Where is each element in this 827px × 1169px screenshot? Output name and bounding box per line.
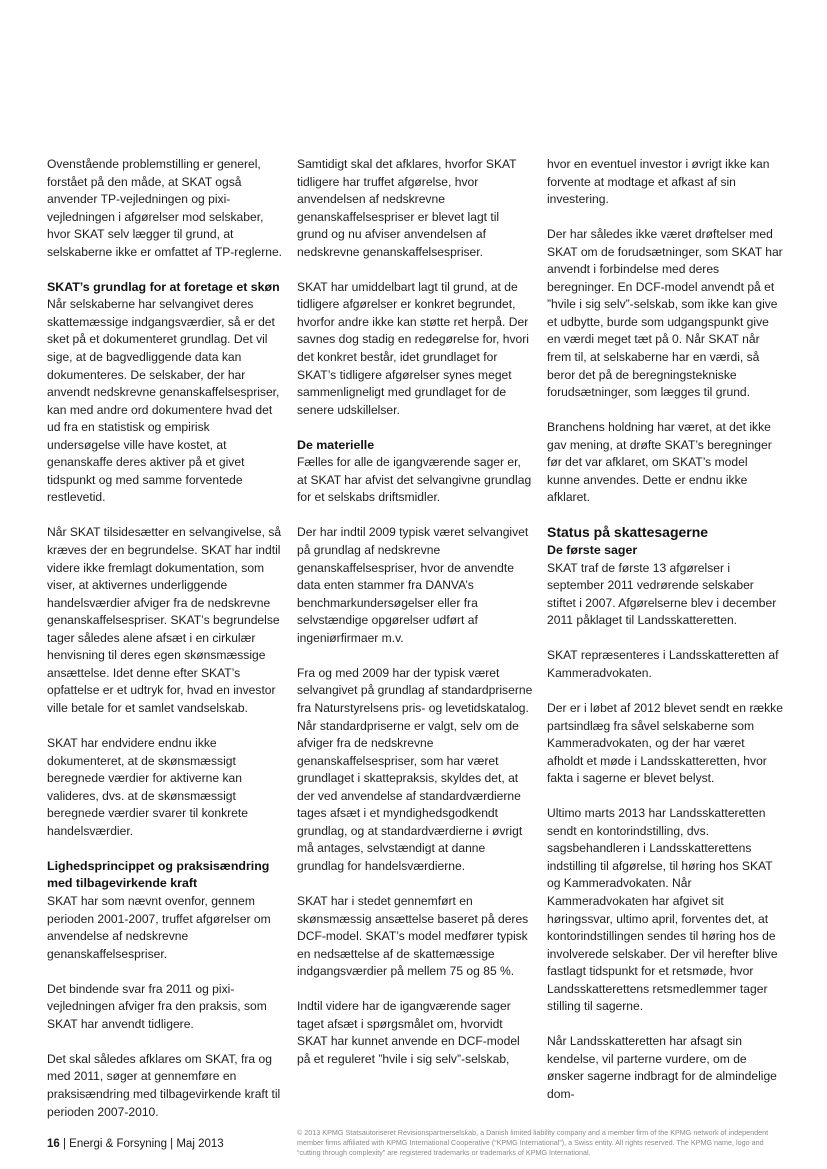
section-title: Status på skattesagerne (547, 524, 709, 541)
paragraph: SKAT har endvidere endnu ikke dokumenteret, at de skønsmæssigt beregnede værdier for aktiverne kan valideres, dvs. at de skønsmæssigt beregnede værdier svarer til konkrete handelsværdier. (47, 736, 248, 838)
paragraph: Det skal således afklares om SKAT, fra og med 2011, søger at gennemføre en praksisændring med tilbagevirkende kraft til perioden 2007-2010. (47, 1051, 281, 1119)
section-heading: SKAT’s grundlag for at foretage et skøn (47, 279, 280, 294)
legal-notice: © 2013 KPMG Statsautoriseret Revisionspartnerselskab, a Danish limited liability company and a member firm of the KPMG network of independent member firms affiliated with KPMG International Cooperative (“KPMG International”), a Swiss entity. All rights reserved. The KPMG name, logo and “cutting through complexity” are registered trademarks or trademarks of KPMG International. (297, 1128, 769, 1158)
publication-info: | Energi & Forsyning | Maj 2013 (59, 1138, 224, 1150)
page-number: 16 (47, 1138, 60, 1150)
paragraph: Branchens holdning har været, at det ikke gav mening, at drøfte SKAT’s beregninger før det var afklaret, om SKAT’s model kunne anvendes. Dette er endnu ikke afklaret. (547, 420, 772, 505)
paragraph: Der har således ikke været drøftelser med SKAT om de forudsætninger, som SKAT har anvendt i forbindelse med deres beregninger. En DCF-model anvendt på et ”hvile i sig selv”-selskab, som ikke kan give et udbytte, burde som udgangspunkt give en værdi meget tæt på 0. Når SKAT når frem til, at selskaberne har en værdi, så beror det på de beregningstekniske forudsætninger, som lægges til grund. (547, 227, 783, 400)
paragraph: SKAT har i stedet gennemført en skønsmæssig ansættelse baseret på deres DCF-model. SKAT’s model medfører typisk en nedsættelse af de skattemæssige indgangsværdier på mellem 75 og 85 %. (297, 893, 529, 979)
paragraph: Det bindende svar fra 2011 og pixi-vejledningen afviger fra den praksis, som SKAT har anvendt tidligere. (47, 981, 267, 1031)
paragraph: Når SKAT tilsidesætter en selvangivelse, så kræves der en begrundelse. SKAT har indtil videre ikke fremlagt dokumentation, som viser, at aktivernes underliggende handelsværdier afviger fra de nedskrevne genanskaffelsespriser. SKAT’s begrundelse tager således alene afsæt i en cirkulær henvisning til deres egen skønsmæssige ansættelse. Idet denne efter SKAT’s opfattelse er et udtryk for, hvad en investor ville betale for et samlet vandselskab. (47, 525, 282, 715)
section-heading: Lighedsprincippet og praksisændring med tilbagevirkende kraft (47, 858, 270, 891)
paragraph: SKAT traf de første 13 afgørelser i september 2011 vedrørende selskaber stiftet i 2007. Afgørelserne blev i december 2011 påklaget til Landsskatteretten. (547, 560, 777, 628)
page-footer (47, 1138, 224, 1150)
paragraph: Samtidigt skal det afklares, hvorfor SKAT tidligere har truffet afgørelse, hvor anvendelsen af nedskrevne genanskaffelsespriser er blevet lagt til grund og nu afviser anvendelsen af nedskrevne genanskaffelsespriser. (297, 157, 517, 259)
text-column-1 (47, 156, 283, 1121)
paragraph: Når selskaberne har selvangivet deres skattemæssige indgangsværdier, så er det sket på et dokumenteret grundlag. Det vil sige, at de bagvedliggende data kan dokumenteres. De selskaber, der har anvendt nedskrevne genanskaffelsespriser, kan med andre ord dokumentere hvad det ud fra en statistisk og empirisk undersøgelse ville have kostet, at genanskaffe deres aktiver på et givet tidspunkt og med samme forventede restlevetid. (47, 297, 280, 505)
text-column-2 (297, 156, 533, 1068)
paragraph: Der har indtil 2009 typisk været selvangivet på grundlag af nedskrevne genanskaffelsespriser, hvor de anvendte data enten stammer fra DANVA’s benchmarkundersøgelser eller fra selvstændige opgørelser udført af ingeniørfirmaer m.v. (297, 525, 529, 645)
paragraph: Ultimo marts 2013 har Landsskatteretten sendt en kontorindstilling, dvs. sagsbehandleren i Landsskatterettens indstilling til afgørelse, til høring hos SKAT og Kammeradvokaten. Når Kammeradvokaten har afgivet sit høringssvar, ultimo april, forventes det, at kontorindstillingen sendes til høring hos de involverede selskaber. Der vil herefter blive fastlagt tidspunkt for et retsmøde, hvor Landsskatterettens retsmedlemmer tager stilling til sagerne. (547, 806, 778, 1014)
paragraph: SKAT har umiddelbart lagt til grund, at de tidligere afgørelser er konkret begrundet, hvorfor andre ikke kan støtte ret herpå. Der savnes dog stadig en redegørelse for, hvori det konkret består, idet grundlaget for SKAT’s tidligere afgørelser synes meget sammenligneligt med grundlaget for de senere udskillelser. (297, 279, 529, 417)
section-heading: De første sager (547, 543, 638, 558)
paragraph: Når Landsskatteretten har afsagt sin kendelse, vil parterne vurdere, om de ønsker sagerne indbragt for de almindelige dom- (547, 1034, 777, 1101)
paragraph: Ovenstående problemstilling er generel, forstået på den måde, at SKAT også anvender TP-vejledningen og pixi-vejledningen i afgørelser mod selskaber, hvor SKAT selv lægger til grund, at selskaberne ikke er omfattet af TP-reglerne. (47, 157, 283, 259)
paragraph: hvor en eventuel investor i øvrigt ikke kan forvente at modtage et afkast af sin investering. (547, 157, 770, 207)
paragraph: Indtil videre har de igangværende sager taget afsæt i spørgsmålet om, hvorvidt SKAT har kunnet anvende en DCF-model på et reguleret ”hvile i sig selv”-selskab, (297, 999, 520, 1066)
paragraph: Der er i løbet af 2012 blevet sendt en række partsindlæg fra såvel selskaberne som Kammeradvokaten, og der har været afholdt et møde i Landsskatteretten, hvor fakta i sagerne er blevet belyst. (547, 700, 783, 786)
paragraph: SKAT repræsenteres i Landsskatteretten af Kammeradvokaten. (547, 648, 779, 680)
section-heading: De materielle (297, 437, 375, 452)
paragraph: Fra og med 2009 har der typisk været selvangivet på grundlag af standardpriserne fra Naturstyrelsens pris- og levetidskatalog. Når standardpriserne er valgt, selv om de afviger fra de nedskrevne genanskaffelsespriser, som har været grundlaget i skattepraksis, skyldes det, at der ved anvendelse af standardværdierne tages afsæt i et myndighedsgodkendt grundlag, og at standardværdierne i øvrigt må antages, selvstændigt at danne grundlag for handelsværdierne. (297, 665, 533, 873)
paragraph: SKAT har som nævnt ovenfor, gennem perioden 2001-2007, truffet afgørelser om anvendelse af nedskrevne genanskaffelsespriser. (47, 893, 271, 961)
paragraph: Fælles for alle de igangværende sager er, at SKAT har afvist det selvangivne grundlag for et selskabs driftsmidler. (297, 455, 532, 505)
text-column-3 (547, 156, 783, 1104)
